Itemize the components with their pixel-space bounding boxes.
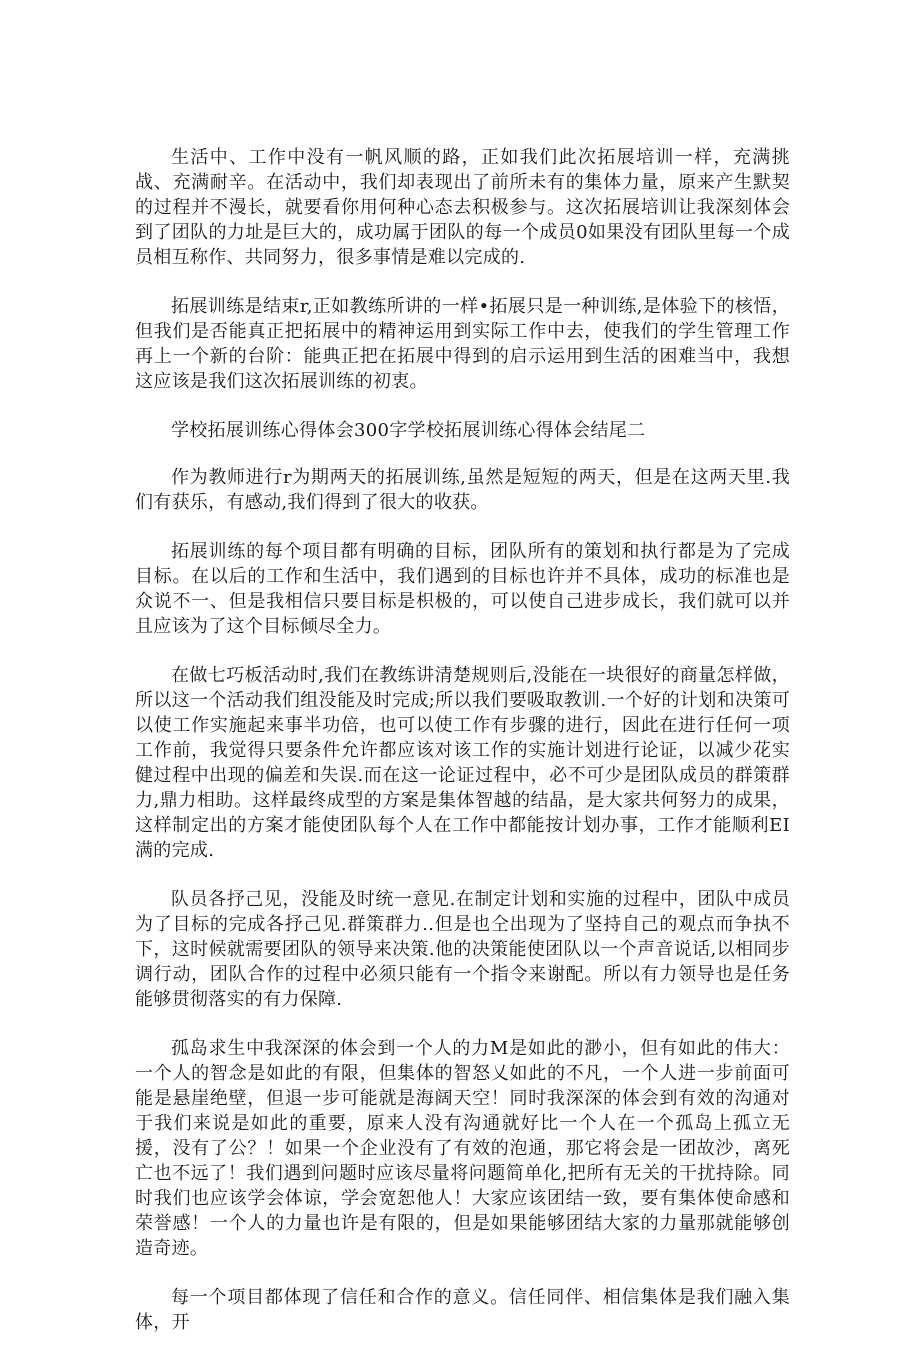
paragraph-3: 作为教师进行r为期两天的拓展训练,虽然是短短的两天，但是在这两天里.我们有获乐，有感动,我们得到了很大的收获。 xyxy=(135,467,790,513)
paragraph-2: 拓展训练是结束r,正如教练所讲的一样•拓展只是一种训练,是体验下的核悟，但我们是否能真正把拓展中的精神运用到实际工作中去，使我们的学生管理工作再上一个新的台阶：能典正把在拓展中得到的启示运用到生活的困难当中，我想这应该是我们这次拓展训练的初衷。 xyxy=(135,296,790,392)
document-page xyxy=(135,145,790,1359)
paragraph-6: 队员各抒己见，没能及时统一意见.在制定计划和实施的过程中，团队中成员为了目标的完成各抒己见.群策群力..但是也仝出现为了坚持自己的观点而争执不下，这时候就需要团队的领导来决策.他的决策能使团队以一个声音说话,以相同步调行动，团队合作的过程中必须只能有一个指令来谢配。所以有力领导也是任务能够贯彻落实的有力保障. xyxy=(135,889,790,1010)
paragraph-4: 拓展训练的每个项目都有明确的目标，团队所有的策划和执行都是为了完成目标。在以后的工作和生活中，我们遇到的目标也许并不具体，成功的标准也是众说不一、但是我相信只要目标是枳极的，可以使自己进步成长，我们就可以并且应该为了这个目标倾尽全力。 xyxy=(135,541,790,637)
paragraph-7: 孤岛求生中我深深的体会到一个人的力M是如此的渺小，但有如此的伟大：一个人的智念是如此的有限，但集体的智怒乂如此的不凡，一个人进一步前面可能是悬崖绝壁，但退一步可能就是海阔天空！同时我深深的体会到有效的沟通对于我们来说是如此的重要，原来人没有沟通就好比一个人在一个孤岛上孤立无援，没有了公？！如果一个企业没有了有效的泡通，那它将会是一团故沙，离死亡也不远了！我们遇到问题时应该尽量将问题简单化,把所有无关的干扰持除。同时我们也应该学会体谅，学会宽恕他人！大家应该团结一致，要有集体使命感和荣誉感！一个人的力量也许是有限的，但是如果能够团结大家的力量那就能够创造奇迹。 xyxy=(135,1038,790,1259)
section-heading: 学校拓展训练心得体会300字学校拓展训练心得体会结尾二 xyxy=(171,420,646,441)
paragraph-8: 每一个项目都体现了信任和合作的意义。信任同伴、相信集体是我们融入集体，开 xyxy=(135,1287,790,1333)
paragraph-5: 在做七巧板活动时,我们在教练讲清楚规则后,没能在一块很好的商量怎样做，所以这一个活动我们组没能及时完成;所以我们要吸取教训.一个好的计划和决策可以使工作实施起来事半功倍，也可以使工作有步骤的进行，因此在进行任何一项工作前，我觉得只要条件允许都应该对该工作的实施计划进行论证，以减少花实健过程中出现的偏差和失误.而在这一论证过程中，必不可少是团队成员的群策群力,鼎力相助。这样最终成型的方案是集体智越的结晶，是大家共何努力的成果，这样制定出的方案才能使团队每个人在工作中都能按计划办事，工作才能顺利EI满的完成. xyxy=(135,665,790,861)
paragraph-1: 生活中、工作中没有一帆风顺的路，正如我们此次拓展培训一样，充满挑战、充满耐辛。在活动中，我们却表现出了前所未有的集体力量，原来产生默契的过程并不漫长，就要看你用何种心态去积极参与。这次拓展培训让我深刻体会到了团队的力址是巨大的，成功属于团队的每一个成员0如果没有团队里每一个成员相互称作、共同努力，很多事情是难以完成的. xyxy=(135,147,790,268)
